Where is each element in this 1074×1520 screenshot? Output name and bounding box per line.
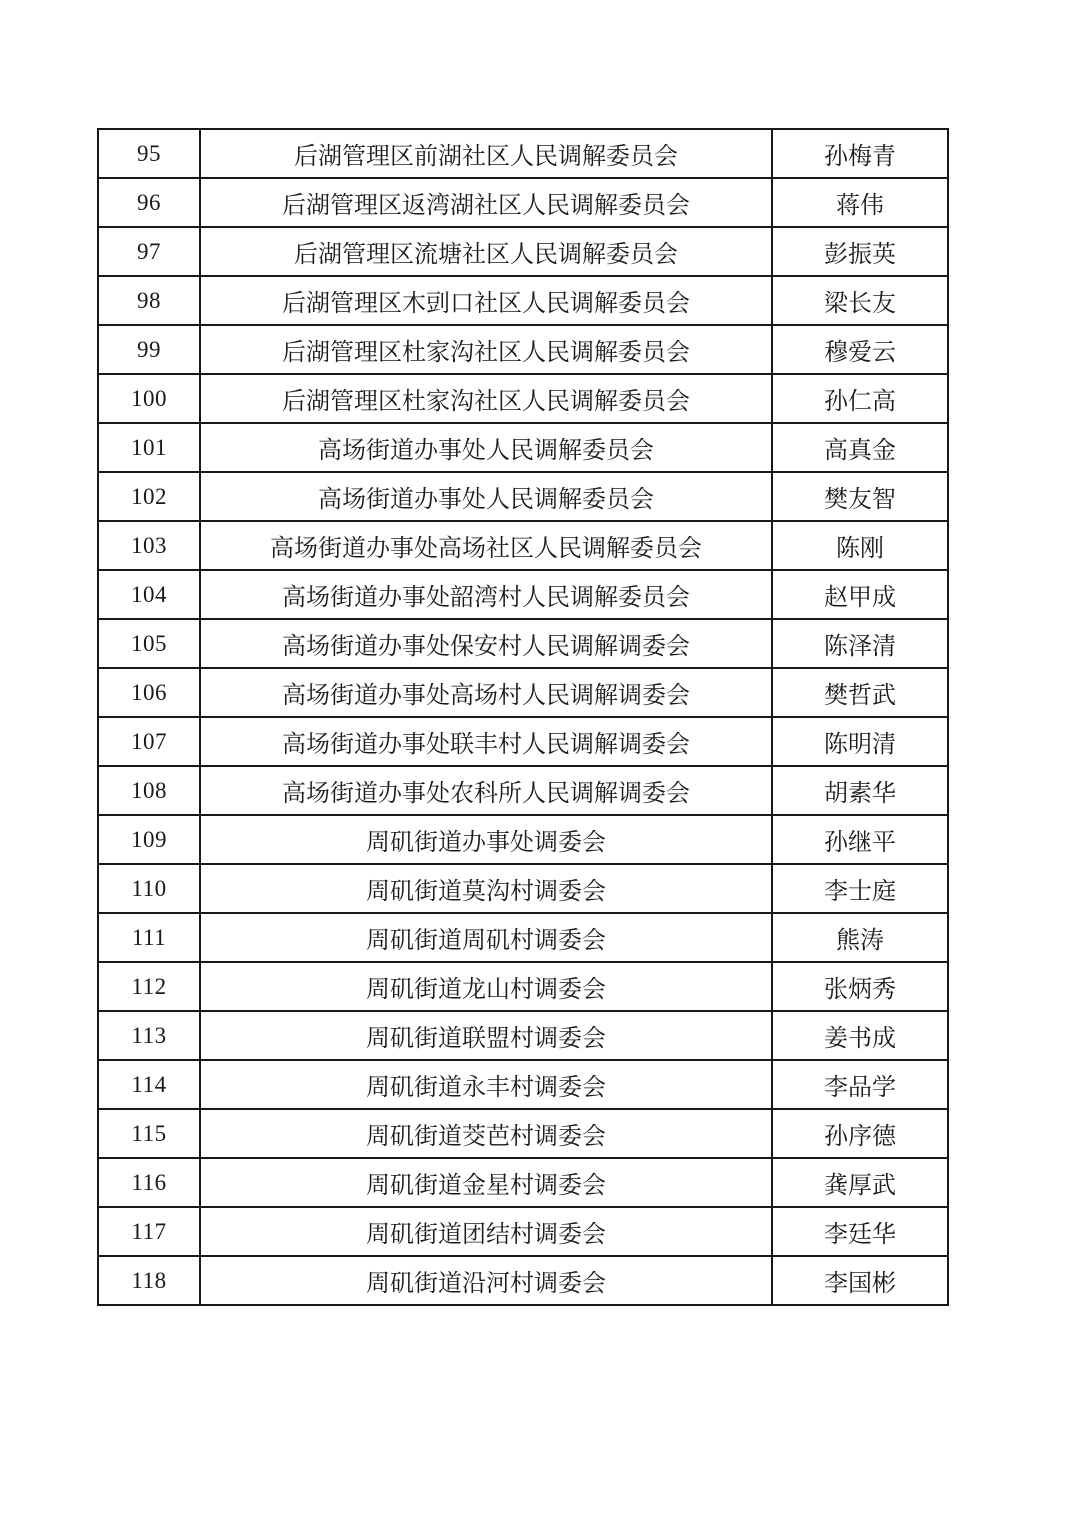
person-name-cell: 高真金: [772, 423, 948, 472]
row-number-cell: 106: [98, 668, 200, 717]
table-body: [98, 129, 948, 1305]
person-name-cell: 陈刚: [772, 521, 948, 570]
organization-cell: 周矶街道永丰村调委会: [200, 1060, 772, 1109]
organization-cell: 周矶街道茭芭村调委会: [200, 1109, 772, 1158]
table-row: [98, 717, 948, 766]
organization-cell: 高场街道办事处人民调解委员会: [200, 472, 772, 521]
row-number-cell: 111: [98, 913, 200, 962]
table-row: [98, 962, 948, 1011]
row-number-cell: 116: [98, 1158, 200, 1207]
person-name-cell: 姜书成: [772, 1011, 948, 1060]
person-name-cell: 孙仁高: [772, 374, 948, 423]
organization-cell: 周矶街道龙山村调委会: [200, 962, 772, 1011]
table-row: [98, 1060, 948, 1109]
person-name-cell: 樊友智: [772, 472, 948, 521]
table-row: [98, 766, 948, 815]
organization-cell: 高场街道办事处联丰村人民调解调委会: [200, 717, 772, 766]
row-number-cell: 100: [98, 374, 200, 423]
organization-cell: 周矶街道莫沟村调委会: [200, 864, 772, 913]
person-name-cell: 赵甲成: [772, 570, 948, 619]
organization-cell: 高场街道办事处保安村人民调解调委会: [200, 619, 772, 668]
row-number-cell: 113: [98, 1011, 200, 1060]
row-number-cell: 98: [98, 276, 200, 325]
row-number-cell: 117: [98, 1207, 200, 1256]
table-row: [98, 472, 948, 521]
row-number-cell: 99: [98, 325, 200, 374]
table-row: [98, 325, 948, 374]
person-name-cell: 蒋伟: [772, 178, 948, 227]
organization-cell: 高场街道办事处人民调解委员会: [200, 423, 772, 472]
table-row: [98, 815, 948, 864]
person-name-cell: 梁长友: [772, 276, 948, 325]
person-name-cell: 李士庭: [772, 864, 948, 913]
organization-cell: 后湖管理区杜家沟社区人民调解委员会: [200, 325, 772, 374]
person-name-cell: 熊涛: [772, 913, 948, 962]
row-number-cell: 114: [98, 1060, 200, 1109]
table-row: [98, 570, 948, 619]
organization-cell: 高场街道办事处农科所人民调解调委会: [200, 766, 772, 815]
organization-cell: 周矶街道沿河村调委会: [200, 1256, 772, 1305]
row-number-cell: 96: [98, 178, 200, 227]
row-number-cell: 103: [98, 521, 200, 570]
organization-cell: 周矶街道周矶村调委会: [200, 913, 772, 962]
table-row: [98, 1158, 948, 1207]
table-row: [98, 227, 948, 276]
table-row: [98, 521, 948, 570]
row-number-cell: 118: [98, 1256, 200, 1305]
organization-cell: 周矶街道联盟村调委会: [200, 1011, 772, 1060]
row-number-cell: 112: [98, 962, 200, 1011]
person-name-cell: 彭振英: [772, 227, 948, 276]
row-number-cell: 108: [98, 766, 200, 815]
mediation-committee-table: [97, 128, 949, 1306]
table-row: [98, 1256, 948, 1305]
person-name-cell: 孙梅青: [772, 129, 948, 178]
person-name-cell: 孙继平: [772, 815, 948, 864]
row-number-cell: 107: [98, 717, 200, 766]
table-row: [98, 276, 948, 325]
organization-cell: 高场街道办事处高场社区人民调解委员会: [200, 521, 772, 570]
table-row: [98, 178, 948, 227]
person-name-cell: 张炳秀: [772, 962, 948, 1011]
organization-cell: 后湖管理区杜家沟社区人民调解委员会: [200, 374, 772, 423]
person-name-cell: 陈明清: [772, 717, 948, 766]
person-name-cell: 李品学: [772, 1060, 948, 1109]
person-name-cell: 李廷华: [772, 1207, 948, 1256]
person-name-cell: 樊哲武: [772, 668, 948, 717]
table-row: [98, 1207, 948, 1256]
person-name-cell: 孙序德: [772, 1109, 948, 1158]
row-number-cell: 97: [98, 227, 200, 276]
organization-cell: 后湖管理区前湖社区人民调解委员会: [200, 129, 772, 178]
person-name-cell: 穆爱云: [772, 325, 948, 374]
person-name-cell: 胡素华: [772, 766, 948, 815]
organization-cell: 后湖管理区流塘社区人民调解委员会: [200, 227, 772, 276]
table-row: [98, 423, 948, 472]
row-number-cell: 105: [98, 619, 200, 668]
table-row: [98, 668, 948, 717]
table-row: [98, 864, 948, 913]
organization-cell: 高场街道办事处韶湾村人民调解委员会: [200, 570, 772, 619]
table-row: [98, 619, 948, 668]
organization-cell: 后湖管理区返湾湖社区人民调解委员会: [200, 178, 772, 227]
person-name-cell: 陈泽清: [772, 619, 948, 668]
table-row: [98, 129, 948, 178]
table-row: [98, 1011, 948, 1060]
row-number-cell: 115: [98, 1109, 200, 1158]
organization-cell: 周矶街道金星村调委会: [200, 1158, 772, 1207]
organization-cell: 高场街道办事处高场村人民调解调委会: [200, 668, 772, 717]
organization-cell: 周矶街道团结村调委会: [200, 1207, 772, 1256]
person-name-cell: 李国彬: [772, 1256, 948, 1305]
row-number-cell: 104: [98, 570, 200, 619]
row-number-cell: 109: [98, 815, 200, 864]
table-row: [98, 913, 948, 962]
table-row: [98, 374, 948, 423]
row-number-cell: 102: [98, 472, 200, 521]
person-name-cell: 龚厚武: [772, 1158, 948, 1207]
row-number-cell: 110: [98, 864, 200, 913]
row-number-cell: 95: [98, 129, 200, 178]
row-number-cell: 101: [98, 423, 200, 472]
organization-cell: 周矶街道办事处调委会: [200, 815, 772, 864]
organization-cell: 后湖管理区木剅口社区人民调解委员会: [200, 276, 772, 325]
table-row: [98, 1109, 948, 1158]
